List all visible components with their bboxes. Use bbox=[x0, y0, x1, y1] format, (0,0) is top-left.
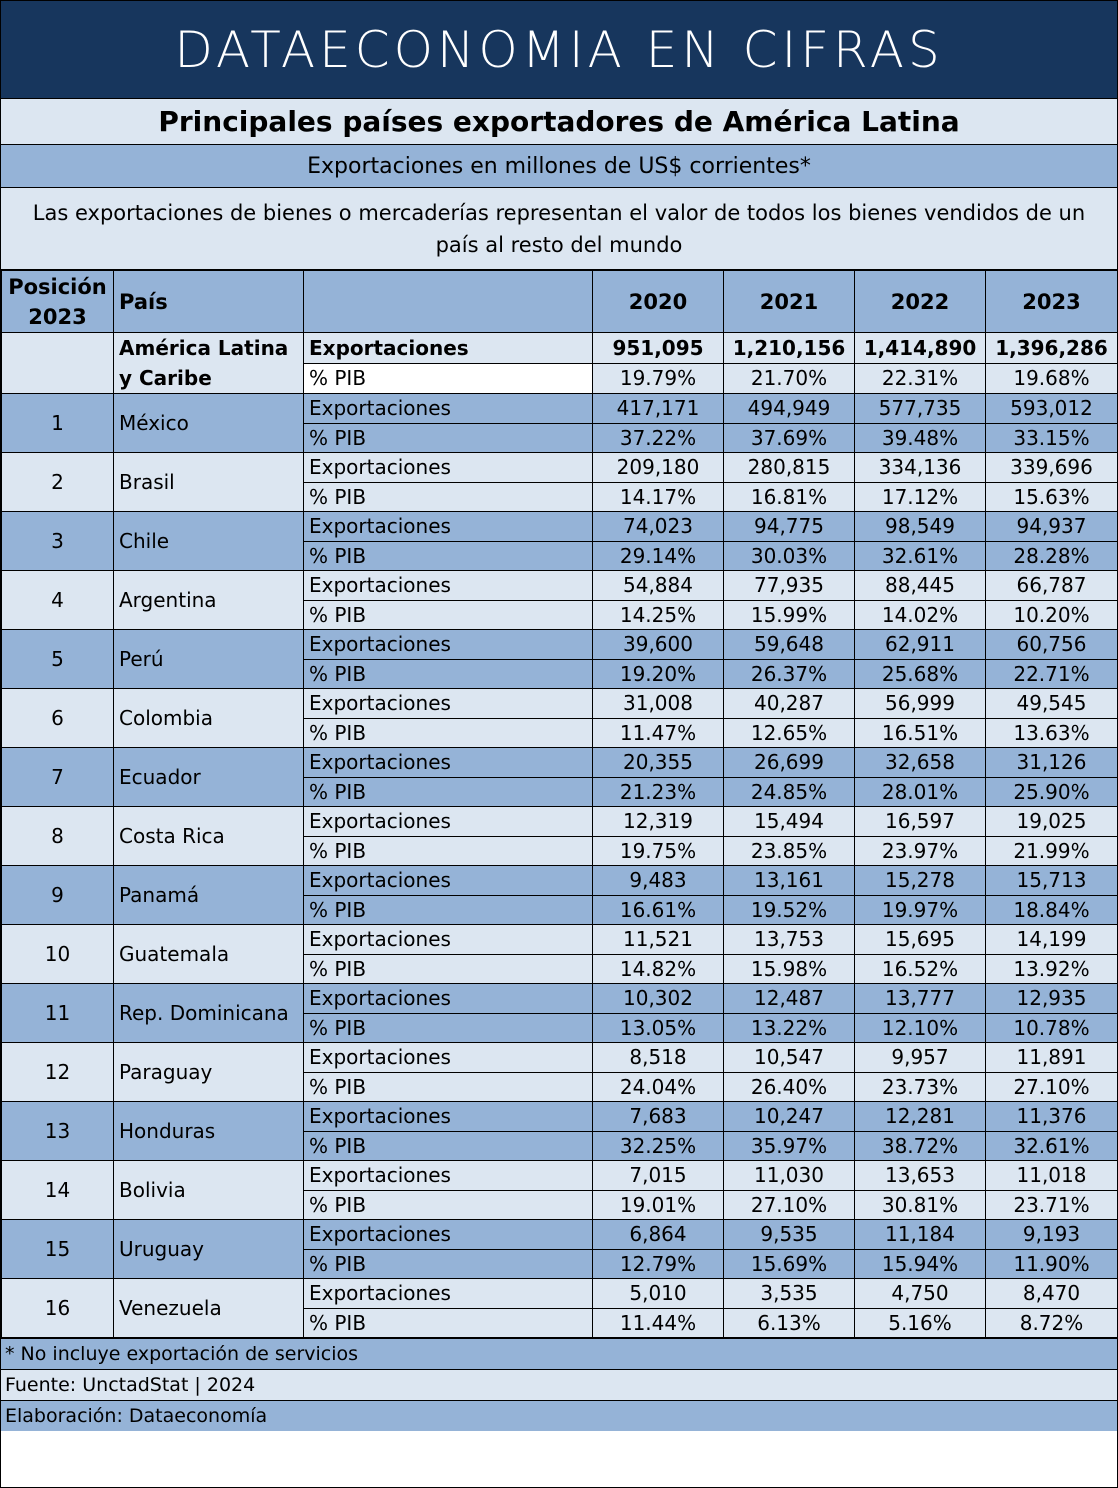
indicator-label: Exportaciones bbox=[304, 984, 593, 1014]
country-name: Argentina bbox=[114, 571, 304, 630]
country-position: 11 bbox=[2, 984, 114, 1043]
value-cell: 25.68% bbox=[855, 659, 986, 689]
country-position: 14 bbox=[2, 1161, 114, 1220]
indicator-label: Exportaciones bbox=[304, 807, 593, 837]
country-position: 15 bbox=[2, 1220, 114, 1279]
table-header-row bbox=[2, 271, 1118, 333]
value-cell: 12,487 bbox=[724, 984, 855, 1014]
value-cell: 16.51% bbox=[855, 718, 986, 748]
value-cell: 15.69% bbox=[724, 1249, 855, 1279]
value-cell: 12,281 bbox=[855, 1102, 986, 1132]
value-cell: 77,935 bbox=[724, 571, 855, 601]
value-cell: 417,171 bbox=[593, 394, 724, 424]
value-cell: 334,136 bbox=[855, 453, 986, 483]
value-cell: 1,414,890 bbox=[855, 333, 986, 364]
value-cell: 59,648 bbox=[724, 630, 855, 660]
indicator-label: % PIB bbox=[304, 954, 593, 984]
value-cell: 19.68% bbox=[986, 363, 1118, 394]
value-cell: 19.97% bbox=[855, 895, 986, 925]
country-name: Ecuador bbox=[114, 748, 304, 807]
indicator-label: Exportaciones bbox=[304, 1102, 593, 1132]
indicator-label: Exportaciones bbox=[304, 512, 593, 542]
value-cell: 3,535 bbox=[724, 1279, 855, 1309]
value-cell: 12,935 bbox=[986, 984, 1118, 1014]
value-cell: 29.14% bbox=[593, 541, 724, 571]
value-cell: 9,193 bbox=[986, 1220, 1118, 1250]
value-cell: 7,683 bbox=[593, 1102, 724, 1132]
header-year-2022: 2022 bbox=[855, 271, 986, 333]
value-cell: 5,010 bbox=[593, 1279, 724, 1309]
value-cell: 12.65% bbox=[724, 718, 855, 748]
country-exports-row bbox=[2, 1279, 1118, 1309]
country-exports-row bbox=[2, 1043, 1118, 1073]
country-name: Panamá bbox=[114, 866, 304, 925]
value-cell: 94,775 bbox=[724, 512, 855, 542]
country-name: Chile bbox=[114, 512, 304, 571]
value-cell: 15,713 bbox=[986, 866, 1118, 896]
indicator-label: % PIB bbox=[304, 1308, 593, 1338]
country-exports-row bbox=[2, 807, 1118, 837]
value-cell: 30.81% bbox=[855, 1190, 986, 1220]
value-cell: 209,180 bbox=[593, 453, 724, 483]
value-cell: 15,494 bbox=[724, 807, 855, 837]
indicator-label: % PIB bbox=[304, 718, 593, 748]
page-title: Principales países exportadores de América Latina bbox=[1, 99, 1117, 145]
value-cell: 38.72% bbox=[855, 1131, 986, 1161]
value-cell: 12,319 bbox=[593, 807, 724, 837]
value-cell: 21.23% bbox=[593, 777, 724, 807]
indicator-label: Exportaciones bbox=[304, 866, 593, 896]
value-cell: 16.81% bbox=[724, 482, 855, 512]
value-cell: 32,658 bbox=[855, 748, 986, 778]
table-body bbox=[2, 333, 1118, 1338]
value-cell: 577,735 bbox=[855, 394, 986, 424]
country-name: Honduras bbox=[114, 1102, 304, 1161]
value-cell: 94,937 bbox=[986, 512, 1118, 542]
value-cell: 14,199 bbox=[986, 925, 1118, 955]
country-exports-row bbox=[2, 689, 1118, 719]
country-exports-row bbox=[2, 748, 1118, 778]
indicator-label: % PIB bbox=[304, 600, 593, 630]
country-position: 12 bbox=[2, 1043, 114, 1102]
country-position: 13 bbox=[2, 1102, 114, 1161]
country-name: Bolivia bbox=[114, 1161, 304, 1220]
value-cell: 22.31% bbox=[855, 363, 986, 394]
value-cell: 9,483 bbox=[593, 866, 724, 896]
value-cell: 19.20% bbox=[593, 659, 724, 689]
value-cell: 19.75% bbox=[593, 836, 724, 866]
value-cell: 11,521 bbox=[593, 925, 724, 955]
value-cell: 13.22% bbox=[724, 1013, 855, 1043]
value-cell: 9,957 bbox=[855, 1043, 986, 1073]
value-cell: 40,287 bbox=[724, 689, 855, 719]
indicator-label: % PIB bbox=[304, 1190, 593, 1220]
country-exports-row bbox=[2, 984, 1118, 1014]
indicator-label: Exportaciones bbox=[304, 394, 593, 424]
country-position: 4 bbox=[2, 571, 114, 630]
value-cell: 28.28% bbox=[986, 541, 1118, 571]
indicator-label: Exportaciones bbox=[304, 689, 593, 719]
indicator-label: % PIB bbox=[304, 482, 593, 512]
value-cell: 339,696 bbox=[986, 453, 1118, 483]
country-exports-row bbox=[2, 571, 1118, 601]
value-cell: 17.12% bbox=[855, 482, 986, 512]
country-name: Colombia bbox=[114, 689, 304, 748]
value-cell: 13,777 bbox=[855, 984, 986, 1014]
indicator-label: % PIB bbox=[304, 836, 593, 866]
value-cell: 280,815 bbox=[724, 453, 855, 483]
value-cell: 11,030 bbox=[724, 1161, 855, 1191]
value-cell: 15,695 bbox=[855, 925, 986, 955]
value-cell: 24.85% bbox=[724, 777, 855, 807]
country-name: Rep. Dominicana bbox=[114, 984, 304, 1043]
value-cell: 28.01% bbox=[855, 777, 986, 807]
indicator-label: Exportaciones bbox=[304, 630, 593, 660]
value-cell: 5.16% bbox=[855, 1308, 986, 1338]
indicator-label: Exportaciones bbox=[304, 748, 593, 778]
value-cell: 13.63% bbox=[986, 718, 1118, 748]
indicator-label: Exportaciones bbox=[304, 1161, 593, 1191]
indicator-label: % PIB bbox=[304, 423, 593, 453]
value-cell: 31,126 bbox=[986, 748, 1118, 778]
value-cell: 15,278 bbox=[855, 866, 986, 896]
value-cell: 6,864 bbox=[593, 1220, 724, 1250]
country-position: 2 bbox=[2, 453, 114, 512]
header-year-2020: 2020 bbox=[593, 271, 724, 333]
country-position: 10 bbox=[2, 925, 114, 984]
value-cell: 33.15% bbox=[986, 423, 1118, 453]
value-cell: 14.82% bbox=[593, 954, 724, 984]
value-cell: 56,999 bbox=[855, 689, 986, 719]
value-cell: 26.37% bbox=[724, 659, 855, 689]
country-exports-row bbox=[2, 866, 1118, 896]
value-cell: 26.40% bbox=[724, 1072, 855, 1102]
country-position: 6 bbox=[2, 689, 114, 748]
country-position: 8 bbox=[2, 807, 114, 866]
indicator-label: % PIB bbox=[304, 777, 593, 807]
indicator-label: % PIB bbox=[304, 1131, 593, 1161]
country-name: Venezuela bbox=[114, 1279, 304, 1338]
indicator-label: % PIB bbox=[304, 363, 593, 394]
value-cell: 66,787 bbox=[986, 571, 1118, 601]
country-exports-row bbox=[2, 1102, 1118, 1132]
indicator-label: Exportaciones bbox=[304, 1220, 593, 1250]
header-year-2021: 2021 bbox=[724, 271, 855, 333]
indicator-label: Exportaciones bbox=[304, 453, 593, 483]
value-cell: 25.90% bbox=[986, 777, 1118, 807]
country-exports-row bbox=[2, 1161, 1118, 1191]
value-cell: 39.48% bbox=[855, 423, 986, 453]
value-cell: 37.69% bbox=[724, 423, 855, 453]
region-position bbox=[2, 333, 114, 394]
country-exports-row bbox=[2, 394, 1118, 424]
indicator-label: % PIB bbox=[304, 1013, 593, 1043]
value-cell: 27.10% bbox=[724, 1190, 855, 1220]
value-cell: 13.92% bbox=[986, 954, 1118, 984]
country-position: 16 bbox=[2, 1279, 114, 1338]
country-name: Brasil bbox=[114, 453, 304, 512]
value-cell: 31,008 bbox=[593, 689, 724, 719]
header-country: País bbox=[114, 271, 304, 333]
value-cell: 26,699 bbox=[724, 748, 855, 778]
value-cell: 11.47% bbox=[593, 718, 724, 748]
value-cell: 13,653 bbox=[855, 1161, 986, 1191]
indicator-label: % PIB bbox=[304, 659, 593, 689]
value-cell: 494,949 bbox=[724, 394, 855, 424]
value-cell: 1,210,156 bbox=[724, 333, 855, 364]
value-cell: 11,018 bbox=[986, 1161, 1118, 1191]
value-cell: 32.61% bbox=[855, 541, 986, 571]
value-cell: 11,376 bbox=[986, 1102, 1118, 1132]
country-position: 7 bbox=[2, 748, 114, 807]
value-cell: 10,547 bbox=[724, 1043, 855, 1073]
value-cell: 22.71% bbox=[986, 659, 1118, 689]
indicator-label: Exportaciones bbox=[304, 333, 593, 364]
value-cell: 13,161 bbox=[724, 866, 855, 896]
value-cell: 4,750 bbox=[855, 1279, 986, 1309]
indicator-label: Exportaciones bbox=[304, 925, 593, 955]
description: Las exportaciones de bienes o mercaderías representan el valor de todos los bienes vendidos de un país al resto del mundo bbox=[1, 188, 1117, 270]
value-cell: 24.04% bbox=[593, 1072, 724, 1102]
value-cell: 10.20% bbox=[986, 600, 1118, 630]
country-exports-row bbox=[2, 630, 1118, 660]
indicator-label: % PIB bbox=[304, 541, 593, 571]
value-cell: 9,535 bbox=[724, 1220, 855, 1250]
value-cell: 30.03% bbox=[724, 541, 855, 571]
exports-table bbox=[1, 270, 1118, 1338]
country-name: Perú bbox=[114, 630, 304, 689]
value-cell: 23.85% bbox=[724, 836, 855, 866]
value-cell: 951,095 bbox=[593, 333, 724, 364]
value-cell: 13.05% bbox=[593, 1013, 724, 1043]
value-cell: 54,884 bbox=[593, 571, 724, 601]
value-cell: 16.52% bbox=[855, 954, 986, 984]
value-cell: 19.79% bbox=[593, 363, 724, 394]
country-position: 1 bbox=[2, 394, 114, 453]
header-indicator bbox=[304, 271, 593, 333]
value-cell: 11,184 bbox=[855, 1220, 986, 1250]
indicator-label: % PIB bbox=[304, 1072, 593, 1102]
indicator-label: Exportaciones bbox=[304, 1043, 593, 1073]
header-year-2023: 2023 bbox=[986, 271, 1118, 333]
value-cell: 21.70% bbox=[724, 363, 855, 394]
footnote: * No incluye exportación de servicios bbox=[1, 1338, 1117, 1369]
country-position: 5 bbox=[2, 630, 114, 689]
page-subtitle: Exportaciones en millones de US$ corrientes* bbox=[1, 145, 1117, 188]
value-cell: 60,756 bbox=[986, 630, 1118, 660]
country-name: Uruguay bbox=[114, 1220, 304, 1279]
indicator-label: Exportaciones bbox=[304, 1279, 593, 1309]
country-exports-row bbox=[2, 925, 1118, 955]
value-cell: 15.63% bbox=[986, 482, 1118, 512]
value-cell: 14.02% bbox=[855, 600, 986, 630]
country-name: México bbox=[114, 394, 304, 453]
value-cell: 11.44% bbox=[593, 1308, 724, 1338]
value-cell: 23.71% bbox=[986, 1190, 1118, 1220]
header-position-line1: Posición bbox=[8, 274, 107, 299]
country-name: Costa Rica bbox=[114, 807, 304, 866]
value-cell: 1,396,286 bbox=[986, 333, 1118, 364]
value-cell: 20,355 bbox=[593, 748, 724, 778]
value-cell: 62,911 bbox=[855, 630, 986, 660]
value-cell: 74,023 bbox=[593, 512, 724, 542]
value-cell: 12.79% bbox=[593, 1249, 724, 1279]
value-cell: 16.61% bbox=[593, 895, 724, 925]
value-cell: 11,891 bbox=[986, 1043, 1118, 1073]
value-cell: 88,445 bbox=[855, 571, 986, 601]
value-cell: 8,470 bbox=[986, 1279, 1118, 1309]
credit-note: Elaboración: Dataeconomía bbox=[1, 1400, 1117, 1431]
value-cell: 98,549 bbox=[855, 512, 986, 542]
value-cell: 10,302 bbox=[593, 984, 724, 1014]
indicator-label: % PIB bbox=[304, 895, 593, 925]
source-note: Fuente: UnctadStat | 2024 bbox=[1, 1369, 1117, 1400]
value-cell: 15.99% bbox=[724, 600, 855, 630]
indicator-label: % PIB bbox=[304, 1249, 593, 1279]
region-exports-row bbox=[2, 333, 1118, 364]
value-cell: 13,753 bbox=[724, 925, 855, 955]
country-exports-row bbox=[2, 453, 1118, 483]
value-cell: 10,247 bbox=[724, 1102, 855, 1132]
value-cell: 23.97% bbox=[855, 836, 986, 866]
value-cell: 32.25% bbox=[593, 1131, 724, 1161]
value-cell: 7,015 bbox=[593, 1161, 724, 1191]
value-cell: 16,597 bbox=[855, 807, 986, 837]
value-cell: 21.99% bbox=[986, 836, 1118, 866]
value-cell: 23.73% bbox=[855, 1072, 986, 1102]
value-cell: 49,545 bbox=[986, 689, 1118, 719]
value-cell: 14.17% bbox=[593, 482, 724, 512]
value-cell: 10.78% bbox=[986, 1013, 1118, 1043]
value-cell: 19,025 bbox=[986, 807, 1118, 837]
value-cell: 15.94% bbox=[855, 1249, 986, 1279]
header-position-line2: 2023 bbox=[28, 304, 87, 329]
region-name: América Latina y Caribe bbox=[114, 333, 304, 394]
value-cell: 15.98% bbox=[724, 954, 855, 984]
value-cell: 8.72% bbox=[986, 1308, 1118, 1338]
value-cell: 27.10% bbox=[986, 1072, 1118, 1102]
brand-banner: DATAECONOMIA EN CIFRAS bbox=[1, 1, 1117, 99]
value-cell: 19.52% bbox=[724, 895, 855, 925]
value-cell: 6.13% bbox=[724, 1308, 855, 1338]
header-position bbox=[2, 271, 114, 333]
country-name: Paraguay bbox=[114, 1043, 304, 1102]
value-cell: 19.01% bbox=[593, 1190, 724, 1220]
value-cell: 11.90% bbox=[986, 1249, 1118, 1279]
country-position: 3 bbox=[2, 512, 114, 571]
indicator-label: Exportaciones bbox=[304, 571, 593, 601]
country-exports-row bbox=[2, 512, 1118, 542]
value-cell: 8,518 bbox=[593, 1043, 724, 1073]
value-cell: 18.84% bbox=[986, 895, 1118, 925]
value-cell: 32.61% bbox=[986, 1131, 1118, 1161]
value-cell: 593,012 bbox=[986, 394, 1118, 424]
value-cell: 12.10% bbox=[855, 1013, 986, 1043]
value-cell: 37.22% bbox=[593, 423, 724, 453]
value-cell: 39,600 bbox=[593, 630, 724, 660]
value-cell: 14.25% bbox=[593, 600, 724, 630]
country-name: Guatemala bbox=[114, 925, 304, 984]
value-cell: 35.97% bbox=[724, 1131, 855, 1161]
country-position: 9 bbox=[2, 866, 114, 925]
country-exports-row bbox=[2, 1220, 1118, 1250]
